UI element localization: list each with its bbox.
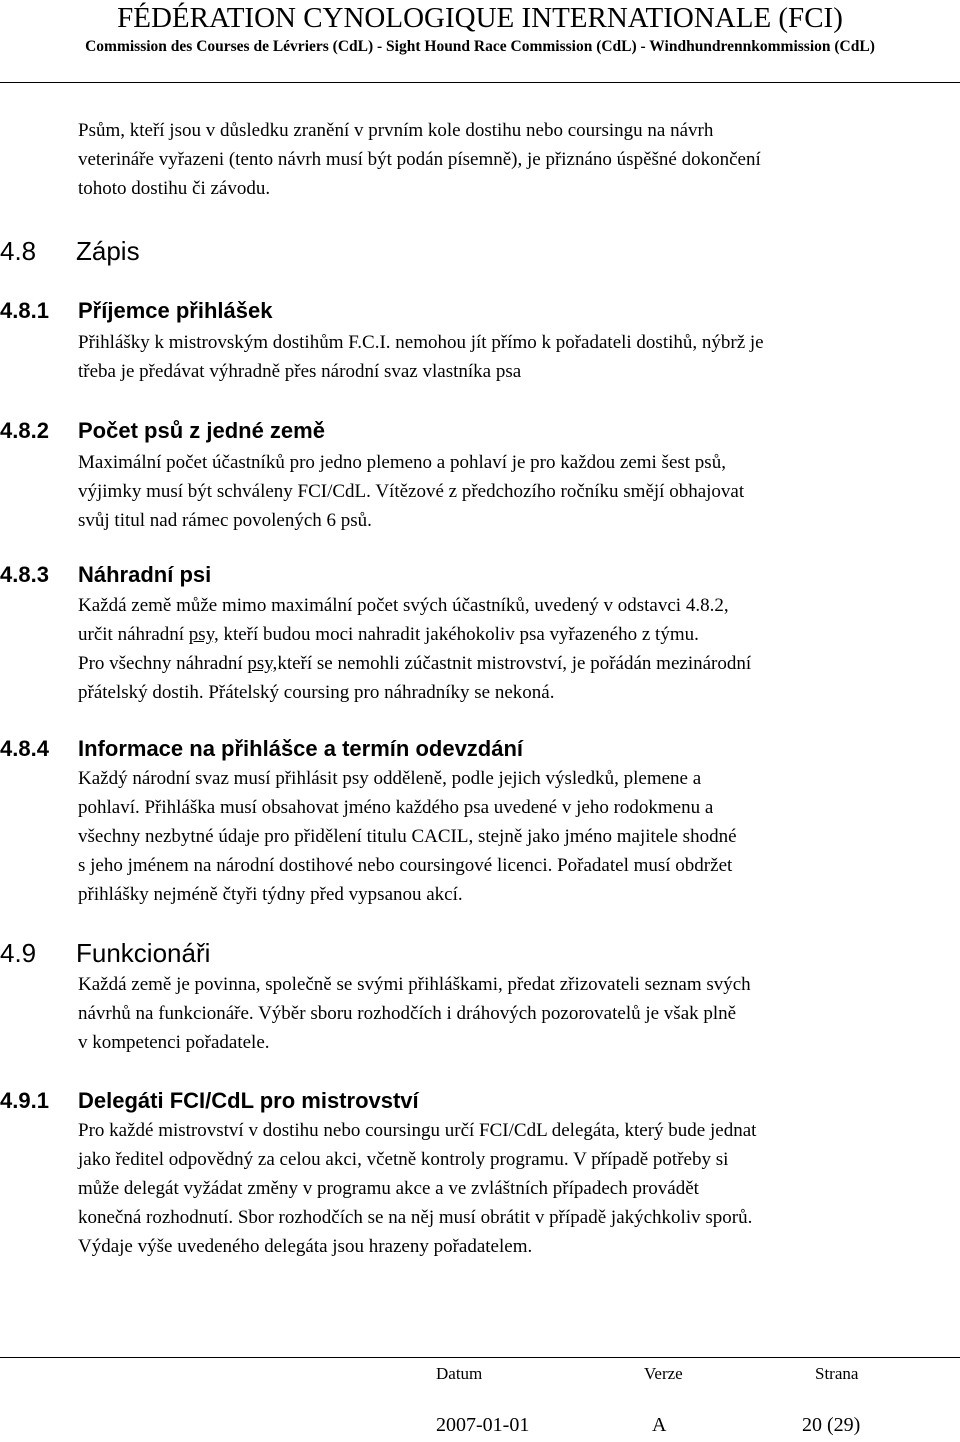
text-line: Každá země je povinna, společně se svými přihláškami, předat zřizovateli seznam svých — [78, 974, 751, 995]
text-line: všechny nezbytné údaje pro přidělení titulu CACIL, stejně jako jméno majitele shodné — [78, 826, 737, 847]
section-number: 4.8 — [0, 236, 37, 266]
text-line — [78, 620, 751, 649]
section-body-4-9-1 — [78, 1116, 756, 1261]
underlined-text: psy, — [247, 653, 278, 674]
section-title: Náhradní psi — [78, 562, 212, 587]
footer-version-label: Verze — [644, 1364, 683, 1383]
document-subtitle: Commission des Courses de Lévriers (CdL) - Sight Hound Race Commission (CdL) - Windhundrennkommission (CdL) — [85, 38, 875, 55]
text-line: návrhů na funkcionáře. Výběr sboru rozhodčích i dráhových pozorovatelů je však plně — [78, 1003, 737, 1024]
text-fragment: kteří budou moci nahradit jakéhokoliv psa vyřazeného z týmu. — [218, 624, 699, 645]
text-line: jako ředitel odpovědný za celou akci, včetně kontroly programu. V případě potřeby si — [78, 1149, 729, 1170]
intro-paragraph — [78, 116, 761, 203]
text-line: svůj titul nad rámec povolených 6 psů. — [78, 510, 372, 531]
text-line: Psům, kteří jsou v důsledku zranění v prvním kole dostihu nebo coursingu na návrh — [78, 120, 714, 141]
section-number: 4.9.1 — [0, 1088, 49, 1113]
footer-version: A — [652, 1414, 667, 1436]
section-title: Příjemce přihlášek — [78, 298, 273, 323]
text-line: výjimky musí být schváleny FCI/CdL. Vítězové z předchozího ročníku smějí obhajovat — [78, 481, 745, 502]
section-number: 4.8.3 — [0, 562, 49, 587]
text-line: pohlaví. Přihláška musí obsahovat jméno každého psa uvedené v jeho rodokmenu a — [78, 797, 714, 818]
section-body-4-8-1 — [78, 328, 764, 386]
text-fragment: kteří se nemohli zúčastnit mistrovství, je pořádán mezinárodní — [277, 653, 752, 674]
text-line — [78, 649, 751, 678]
text-line: veterináře vyřazeni (tento návrh musí být podán písemně), je přiznáno úspěšné dokončení — [78, 149, 761, 170]
text-line: v kompetenci pořadatele. — [78, 1032, 270, 1053]
section-body-4-8-2 — [78, 448, 744, 535]
text-line: tohoto dostihu či závodu. — [78, 178, 271, 199]
section-body-4-9 — [78, 970, 751, 1057]
section-number: 4.8.1 — [0, 298, 49, 323]
section-title: Funkcionáři — [76, 938, 211, 968]
footer-page-number: 20 (29) — [802, 1414, 861, 1436]
text-line: Pro každé mistrovství v dostihu nebo coursingu určí FCI/CdL delegáta, který bude jednat — [78, 1120, 757, 1141]
section-number: 4.8.4 — [0, 736, 49, 761]
text-line: Každý národní svaz musí přihlásit psy odděleně, podle jejich výsledků, plemene a — [78, 768, 702, 789]
section-number: 4.8.2 — [0, 418, 49, 443]
text-line: konečná rozhodnutí. Sbor rozhodčích se na něj musí obrátit v případě jakýchkoliv sporů. — [78, 1207, 753, 1228]
header-rule — [0, 82, 960, 83]
section-title: Zápis — [76, 236, 140, 266]
footer-page-label: Strana — [815, 1364, 859, 1383]
underlined-text: psy, — [188, 624, 219, 645]
text-line: Přihlášky k mistrovským dostihům F.C.I. nemohou jít přímo k pořadateli dostihů, nýbrž je — [78, 332, 764, 353]
section-body-4-8-3 — [78, 591, 751, 707]
text-line: přátelský dostih. Přátelský coursing pro náhradníky se nekoná. — [78, 682, 555, 703]
text-line: Výdaje výše uvedeného delegáta jsou hrazeny pořadatelem. — [78, 1236, 533, 1257]
section-title: Informace na přihlášce a termín odevzdání — [78, 736, 524, 761]
text-line: přihlášky nejméně čtyři týdny před vypsanou akcí. — [78, 884, 463, 905]
footer-date: 2007-01-01 — [436, 1414, 530, 1436]
text-line: Každá země může mimo maximální počet svých účastníků, uvedený v odstavci 4.8.2, — [78, 595, 729, 616]
text-line: s jeho jménem na národní dostihové nebo coursingové licenci. Pořadatel musí obdržet — [78, 855, 733, 876]
footer-rule — [0, 1357, 960, 1358]
footer-date-label: Datum — [436, 1364, 483, 1383]
text-line: Maximální počet účastníků pro jedno plemeno a pohlaví je pro každou zemi šest psů, — [78, 452, 726, 473]
section-number: 4.9 — [0, 938, 37, 968]
section-title: Delegáti FCI/CdL pro mistrovství — [78, 1088, 419, 1113]
text-fragment: určit náhradní — [78, 624, 189, 645]
text-fragment: Pro všechny náhradní — [78, 653, 248, 674]
text-line: třeba je předávat výhradně přes národní svaz vlastníka psa — [78, 361, 522, 382]
document-title: FÉDÉRATION CYNOLOGIQUE INTERNATIONALE (FCI) — [117, 2, 843, 34]
text-line: může delegát vyžádat změny v programu akce a ve zvláštních případech provádět — [78, 1178, 699, 1199]
section-title: Počet psů z jedné země — [78, 418, 325, 443]
section-body-4-8-4 — [78, 764, 737, 909]
